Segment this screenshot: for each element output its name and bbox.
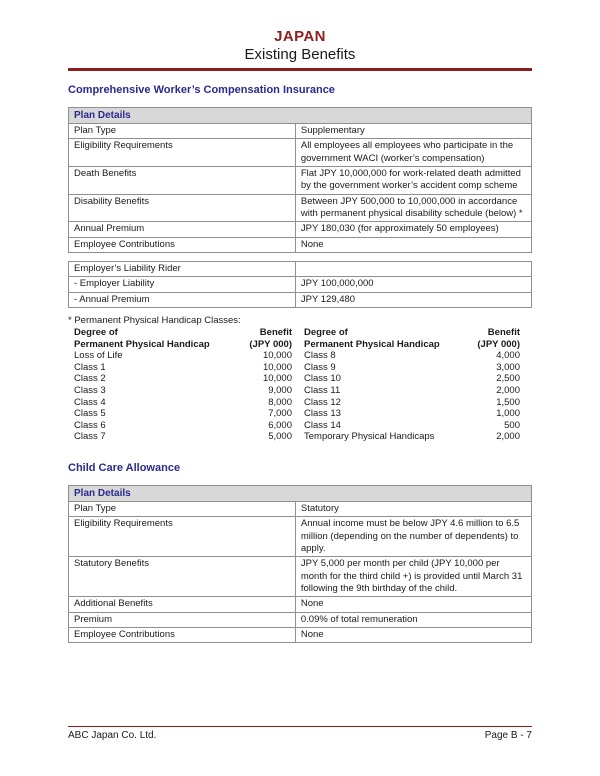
table-row: [69, 612, 532, 627]
footer-rule: [68, 726, 532, 727]
spacer: [68, 253, 532, 261]
row-label: Death Benefits: [69, 167, 296, 195]
row-value: None: [295, 237, 531, 252]
row-label: Eligibility Requirements: [69, 517, 296, 557]
footer-page-number: Page B - 7: [484, 730, 532, 741]
row-label: Plan Type: [69, 124, 296, 139]
handicap-row: Class 14 500: [304, 419, 520, 431]
row-value: None: [295, 628, 531, 643]
table-row: [69, 517, 532, 557]
table-row: [69, 597, 532, 612]
handicap-row: Class 12 1,500: [304, 396, 520, 408]
row-label: Employee Contributions: [69, 628, 296, 643]
row-label: Statutory Benefits: [69, 557, 296, 597]
handicap-table-right-half: [300, 327, 532, 443]
table-row: [69, 501, 532, 516]
row-value: JPY 129,480: [295, 292, 531, 307]
row-value: Supplementary: [295, 124, 531, 139]
handicap-benefit-header: Benefit (JPY 000): [249, 327, 292, 350]
child-care-plan-details-table: [68, 485, 532, 643]
row-label: Disability Benefits: [69, 194, 296, 222]
handicap-header-row: [74, 327, 292, 350]
table-row: [69, 262, 532, 277]
plan-details-header: Plan Details: [69, 485, 532, 501]
section-heading-child-care: Child Care Allowance: [68, 461, 181, 474]
handicap-benefit-header: Benefit (JPY 000): [477, 327, 520, 350]
page-title: JAPAN: [274, 28, 326, 45]
row-label: - Employer Liability: [69, 277, 296, 292]
handicap-table-left-half: [68, 327, 300, 443]
handicap-row: Class 8 4,000: [304, 350, 520, 362]
page-footer: [68, 726, 532, 741]
handicap-row: Class 3 9,000: [74, 385, 292, 397]
table-row: [69, 557, 532, 597]
table-row: [69, 292, 532, 307]
handicap-degree-header: Degree of Permanent Physical Handicap: [304, 327, 440, 350]
table-row: [69, 194, 532, 222]
table-row: [69, 628, 532, 643]
table-row: [69, 277, 532, 292]
row-label: - Annual Premium: [69, 292, 296, 307]
row-label: Additional Benefits: [69, 597, 296, 612]
table-row: [69, 139, 532, 167]
spacer: [68, 443, 532, 449]
row-value: All employees all employees who participate in the government WACI (worker’s compensation): [295, 139, 531, 167]
row-label: Plan Type: [69, 501, 296, 516]
row-label: Premium: [69, 612, 296, 627]
page-content: [68, 28, 532, 643]
footer-company-name: ABC Japan Co. Ltd.: [68, 730, 157, 741]
row-value: Statutory: [295, 501, 531, 516]
table-row: [69, 124, 532, 139]
header-rule: [68, 68, 532, 71]
section-heading-workers-comp: Comprehensive Worker’s Compensation Insurance: [68, 84, 335, 96]
employers-liability-rider-table: [68, 261, 532, 308]
handicap-row: Temporary Physical Handicaps 2,000: [304, 431, 520, 443]
handicap-degree-header: Degree of Permanent Physical Handicap: [74, 327, 210, 350]
handicap-classes-table: [68, 327, 532, 443]
plan-details-header: Plan Details: [69, 108, 532, 124]
table-header-row: [69, 485, 532, 501]
table-row: [69, 222, 532, 237]
handicap-row: Class 10 2,500: [304, 373, 520, 385]
row-value: Between JPY 500,000 to 10,000,000 in accordance with permanent physical disability schedule (below) *: [295, 194, 531, 222]
table-row: [69, 237, 532, 252]
handicap-header-row: [304, 327, 520, 350]
handicap-row: Class 13 1,000: [304, 408, 520, 420]
handicap-row: Class 5 7,000: [74, 408, 292, 420]
table-header-row: [69, 108, 532, 124]
row-label: Eligibility Requirements: [69, 139, 296, 167]
handicap-row: Class 11 2,000: [304, 385, 520, 397]
page-subtitle: Existing Benefits: [244, 46, 356, 63]
row-value: JPY 180,030 (for approximately 50 employees): [295, 222, 531, 237]
handicap-row: Class 6 6,000: [74, 419, 292, 431]
row-label: Employer’s Liability Rider: [69, 262, 296, 277]
handicap-row: Class 9 3,000: [304, 361, 520, 373]
table-row: [69, 167, 532, 195]
row-value: Flat JPY 10,000,000 for work-related death admitted by the government worker’s accident comp scheme: [295, 167, 531, 195]
row-label: Annual Premium: [69, 222, 296, 237]
row-value: 0.09% of total remuneration: [295, 612, 531, 627]
handicap-row: Loss of Life 10,000: [74, 350, 292, 362]
row-value: [295, 262, 531, 277]
handicap-row: Class 1 10,000: [74, 361, 292, 373]
row-value: Annual income must be below JPY 4.6 million to 6.5 million (depending on the number of dependents) to apply.: [295, 517, 531, 557]
row-value: JPY 5,000 per month per child (JPY 10,000 per month for the third child +) is provided until March 31 following the 9th birthday of the child.: [295, 557, 531, 597]
row-value: JPY 100,000,000: [295, 277, 531, 292]
handicap-row: Class 7 5,000: [74, 431, 292, 443]
handicap-row: Class 4 8,000: [74, 396, 292, 408]
handicap-classes-note: * Permanent Physical Handicap Classes:: [68, 315, 241, 327]
row-label: Employee Contributions: [69, 237, 296, 252]
row-value: None: [295, 597, 531, 612]
handicap-row: Class 2 10,000: [74, 373, 292, 385]
workers-comp-plan-details-table: [68, 107, 532, 253]
